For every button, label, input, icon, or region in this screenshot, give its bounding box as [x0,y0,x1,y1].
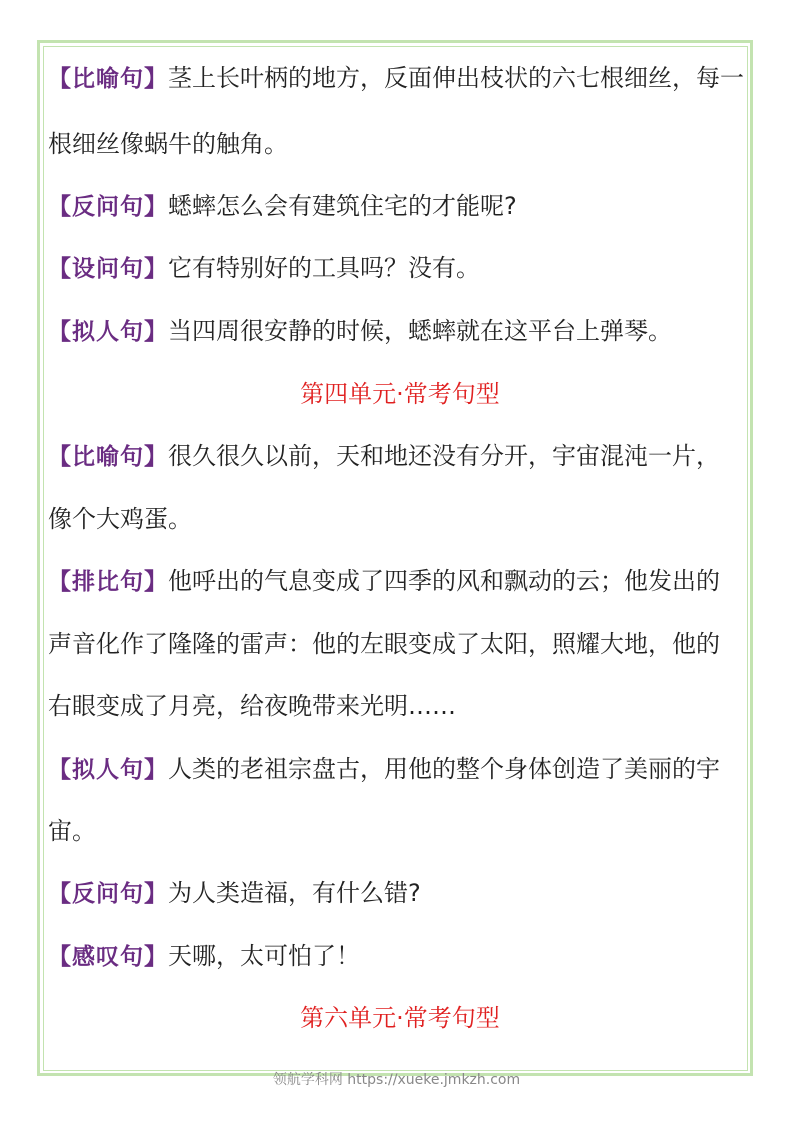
sentence-text: 声音化作了隆隆的雷声：他的左眼变成了太阳，照耀大地，他的 [48,630,720,658]
sentence-text: 右眼变成了月亮，给夜晚带来光明…… [48,692,456,720]
document-body [48,47,752,1067]
page-footer: 领航学科网 https://xueke.jmkzh.com [272,1072,521,1088]
sentence-text: 宙。 [48,817,96,845]
sentence-line [48,738,752,800]
sentence-type-tag: 【拟人句】 [48,318,168,345]
sentence-text: 根细丝像蜗牛的触角。 [48,130,288,158]
sentence-line [48,862,752,924]
sentence-type-tag: 【排比句】 [48,568,168,595]
sentence-type-tag: 【比喻句】 [48,65,168,92]
sentence-text: 天哪，太可怕了！ [168,942,360,970]
sentence-line [48,425,752,487]
sentence-type-tag: 【反问句】 [48,880,168,907]
sentence-line [48,800,752,862]
sentence-line [48,925,752,987]
sentence-text: 人类的老祖宗盘古，用他的整个身体创造了美丽的宇 [168,755,720,783]
sentence-text: 他呼出的气息变成了四季的风和飘动的云；他发出的 [168,567,720,595]
sentence-type-tag: 【感叹句】 [48,943,168,970]
sentence-line [48,613,752,675]
sentence-type-tag: 【设问句】 [48,255,168,282]
section-heading: 第四单元·常考句型 [300,380,500,408]
sentence-type-tag: 【比喻句】 [48,443,168,470]
sentence-type-tag: 【拟人句】 [48,756,168,783]
sentence-line [48,675,752,737]
sentence-text: 很久很久以前，天和地还没有分开，宇宙混沌一片， [168,442,720,470]
sentence-type-tag: 【反问句】 [48,193,168,220]
sentence-line [48,550,752,612]
sentence-text: 它有特别好的工具吗？没有。 [168,254,480,282]
sentence-line [48,47,752,109]
sentence-text: 当四周很安静的时候，蟋蟀就在这平台上弹琴。 [168,317,672,345]
sentence-text: 茎上长叶柄的地方，反面伸出枝状的六七根细丝，每一 [168,64,744,92]
sentence-text: 为人类造福，有什么错? [168,879,421,907]
sentence-text: 蟋蟀怎么会有建筑住宅的才能呢? [168,192,517,220]
sentence-line [48,175,752,237]
sentence-text: 像个大鸡蛋。 [48,505,192,533]
sentence-line [48,300,752,362]
sentence-line [48,488,752,550]
sentence-line [48,237,752,299]
section-heading: 第六单元·常考句型 [300,1004,500,1032]
sentence-line [48,113,752,175]
